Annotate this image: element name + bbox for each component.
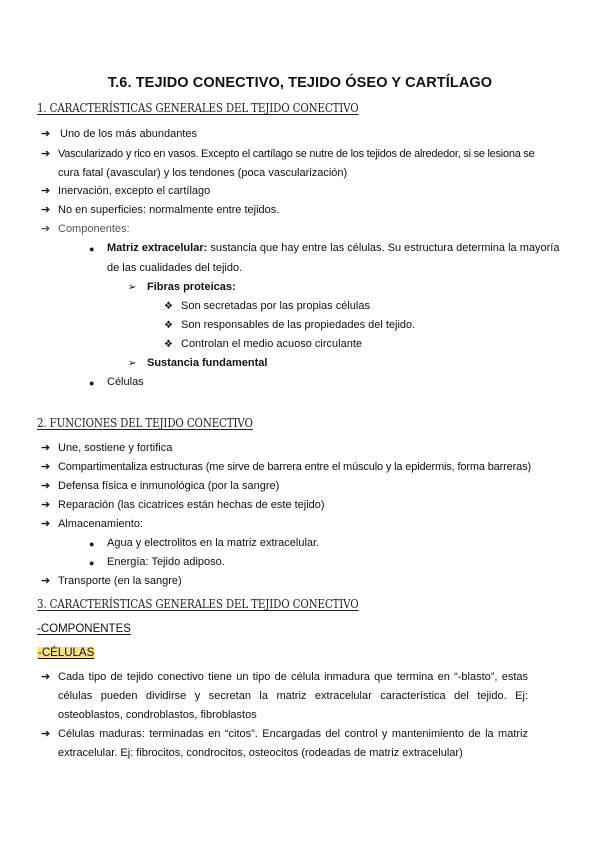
s1-bullet-2b: cura fatal (avascular) y los tendones (poca vascularización) — [58, 167, 348, 179]
round-bullet-icon: ● — [89, 558, 95, 568]
triangle-bullet-icon: ➢ — [128, 282, 137, 293]
s2-bullet-6: Transporte (en la sangre) — [58, 575, 182, 587]
fibras-label: Fibras proteicas: — [147, 281, 236, 293]
section-3-heading: 3. CARACTERÍSTICAS GENERALES DEL TEJIDO CONECTIVO — [37, 597, 359, 611]
s2-bullet-5: Almacenamiento: — [58, 518, 143, 530]
section-2-heading: 2. FUNCIONES DEL TEJIDO CONECTIVO — [37, 416, 253, 430]
s1-bullet-2a: Vascularizado y rico en vasos. Excepto el cartílago se nutre de los tejidos de alrededor, si se lesiona se — [58, 148, 535, 160]
arrow-bullet-icon: ➔ — [41, 728, 51, 740]
s3-p1-line-1: Cada tipo de tejido conectivo tiene un tipo de célula inmadura que termina en “-blasto”, estas — [58, 671, 528, 683]
s1-bullet-1: Uno de los más abundantes — [60, 128, 197, 140]
arrow-bullet-icon: ➔ — [41, 204, 51, 216]
fibras-item-1: Son secretadas por las propias células — [181, 300, 370, 312]
s2-bullet-4: Reparación (las cicatrices están hechas de este tejido) — [58, 499, 325, 511]
round-bullet-icon: ● — [89, 244, 95, 254]
arrow-bullet-icon: ➔ — [41, 148, 51, 160]
arrow-bullet-icon: ➔ — [41, 223, 51, 235]
s1-bullet-5: Componentes: — [58, 223, 130, 235]
celulas-item: Células — [107, 376, 144, 388]
celulas-subheading: -CÉLULAS — [38, 647, 95, 659]
s1-bullet-4: No en superficies: normalmente entre tejidos. — [58, 204, 280, 216]
arrow-bullet-icon: ➔ — [41, 461, 51, 473]
s2-bullet-3: Defensa física e inmunológica (por la sangre) — [58, 480, 280, 492]
s2-bullet-2: Compartimentaliza estructuras (me sirve de barrera entre el músculo y la epidermis, forma barreras) — [58, 461, 531, 473]
s1-bullet-3: Inervación, excepto el cartílago — [58, 185, 211, 197]
arrow-bullet-icon: ➔ — [41, 442, 51, 454]
s3-p2-line-2: extracelular. Ej: fibrocitos, condrocitos, osteocitos (rodeadas de matriz extracelular) — [58, 747, 463, 759]
fibras-item-3: Controlan el medio acuoso circulante — [181, 338, 362, 350]
arrow-bullet-icon: ➔ — [41, 575, 51, 587]
arrow-bullet-icon: ➔ — [41, 499, 51, 511]
matriz-text: sustancia que hay entre las células. Su estructura determina la mayoría — [207, 242, 560, 254]
matriz-line — [107, 241, 559, 256]
triangle-bullet-icon: ➢ — [128, 358, 137, 369]
round-bullet-icon: ● — [89, 378, 95, 388]
s2-bullet-1: Une, sostiene y fortifica — [58, 442, 173, 454]
diamond-bullet-icon: ❖ — [164, 339, 173, 350]
s3-p1-line-3: osteoblastos, condroblastos, fibroblastos — [58, 709, 257, 721]
s2-sub-1: Agua y electrolitos en la matriz extracelular. — [107, 537, 320, 549]
matriz-label: Matriz extracelular: — [107, 242, 208, 254]
diamond-bullet-icon: ❖ — [164, 320, 173, 331]
s3-p1-line-2: células pueden dividirse y secretan la matriz extracelular característica del tejido. Ej: — [58, 690, 528, 702]
arrow-bullet-icon: ➔ — [41, 128, 51, 140]
matriz-text-2: de las cualidades del tejido. — [107, 262, 243, 274]
document-title: T.6. TEJIDO CONECTIVO, TEJIDO ÓSEO Y CARTÍLAGO — [107, 75, 493, 91]
sustancia-label: Sustancia fundamental — [147, 357, 268, 369]
diamond-bullet-icon: ❖ — [164, 301, 173, 312]
s3-p2-line-1: Células maduras: terminadas en “citos”. Encargadas del control y mantenimiento de la matriz — [58, 728, 528, 740]
arrow-bullet-icon: ➔ — [41, 518, 51, 530]
round-bullet-icon: ● — [89, 539, 95, 549]
arrow-bullet-icon: ➔ — [41, 185, 51, 197]
section-1-heading: 1. CARACTERÍSTICAS GENERALES DEL TEJIDO CONECTIVO — [37, 101, 359, 115]
arrow-bullet-icon: ➔ — [41, 671, 51, 683]
s2-sub-2: Energía: Tejido adiposo. — [107, 556, 225, 568]
fibras-item-2: Son responsables de las propiedades del tejido. — [181, 319, 416, 331]
componentes-subheading: -COMPONENTES — [37, 623, 131, 635]
arrow-bullet-icon: ➔ — [41, 480, 51, 492]
